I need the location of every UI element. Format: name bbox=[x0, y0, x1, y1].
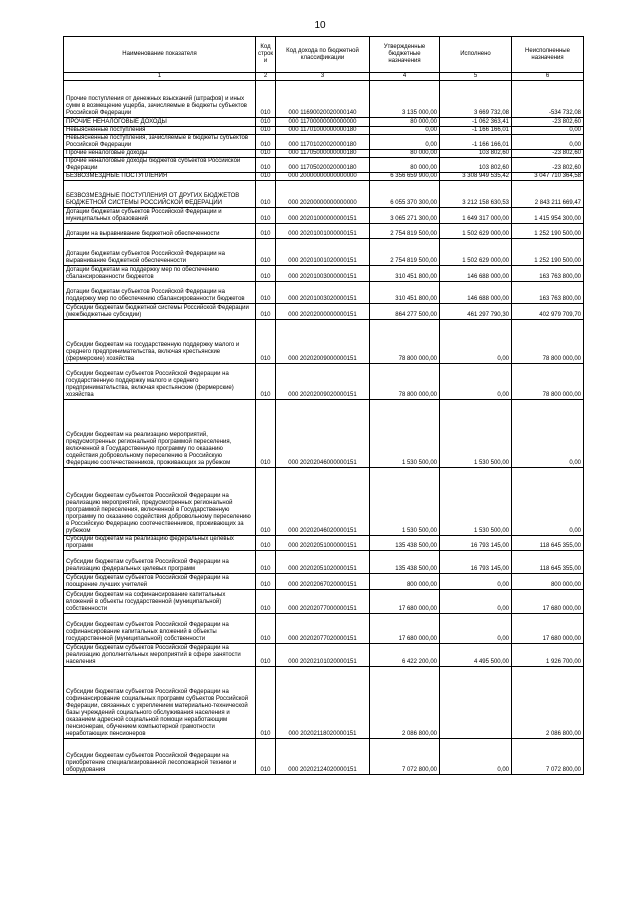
column-index: 5 bbox=[440, 73, 512, 81]
table-row bbox=[64, 150, 584, 158]
row-name: Субсидии бюджетам субъектов Российской Федерации на софинансирование капитальных вложений в объекты государственной (муниципальной) собственности bbox=[64, 614, 256, 644]
row-name: Невыясненные поступления, зачисляемые в бюджеты субъектов Российской Федерации bbox=[64, 135, 256, 150]
row-kbk: 000 11705020020000180 bbox=[276, 158, 370, 173]
row-approved: 864 277 500,00 bbox=[370, 304, 440, 320]
table-row bbox=[64, 135, 584, 150]
row-unexecuted: 1 252 190 500,00 bbox=[512, 239, 584, 266]
row-approved: 78 800 000,00 bbox=[370, 320, 440, 364]
row-unexecuted: 163 763 800,00 bbox=[512, 266, 584, 282]
row-name: Субсидии бюджетам на софинансирование капитальных вложений в объекты государственной (муниципальной) собственности bbox=[64, 590, 256, 614]
row-executed: -1 062 363,41 bbox=[440, 118, 512, 127]
table-header-row bbox=[64, 37, 584, 73]
row-executed: 0,00 bbox=[440, 320, 512, 364]
row-executed: 16 793 145,00 bbox=[440, 536, 512, 551]
row-unexecuted: 7 072 800,00 bbox=[512, 739, 584, 775]
row-approved: 80 000,00 bbox=[370, 150, 440, 158]
row-approved: 2 754 819 500,00 bbox=[370, 239, 440, 266]
row-executed: 0,00 bbox=[440, 614, 512, 644]
row-executed: 16 793 145,00 bbox=[440, 551, 512, 574]
column-index: 2 bbox=[256, 73, 276, 81]
table-row bbox=[64, 551, 584, 574]
row-name: Субсидии бюджетам субъектов Российской Федерации на государственную поддержку малого и среднего предпринимательства, включая крестьянские (фермерские) хозяйства bbox=[64, 364, 256, 400]
row-approved: 6 055 370 300,00 bbox=[370, 181, 440, 208]
row-unexecuted: -23 802,60 bbox=[512, 150, 584, 158]
row-name: БЕЗВОЗМЕЗДНЫЕ ПОСТУПЛЕНИЯ ОТ ДРУГИХ БЮДЖЕТОВ БЮДЖЕТНОЙ СИСТЕМЫ РОССИЙСКОЙ ФЕДЕРАЦИИ bbox=[64, 181, 256, 208]
row-executed: 1 502 629 000,00 bbox=[440, 239, 512, 266]
row-code: 010 bbox=[256, 468, 276, 536]
row-unexecuted: 2 843 211 669,47 bbox=[512, 181, 584, 208]
row-approved: 310 451 800,00 bbox=[370, 266, 440, 282]
table-row bbox=[64, 536, 584, 551]
row-unexecuted: 0,00 bbox=[512, 400, 584, 468]
row-code: 010 bbox=[256, 135, 276, 150]
row-name: Невыясненные поступления bbox=[64, 127, 256, 135]
row-kbk: 000 20202000000000151 bbox=[276, 304, 370, 320]
row-name: Прочие неналоговые доходы бюджетов субъектов Российской Федерации bbox=[64, 158, 256, 173]
row-approved: 17 680 000,00 bbox=[370, 590, 440, 614]
table-row bbox=[64, 739, 584, 775]
header-code: Код строк и bbox=[256, 37, 276, 73]
row-code: 010 bbox=[256, 400, 276, 468]
row-approved: 800 000,00 bbox=[370, 574, 440, 590]
row-approved: 6 422 200,00 bbox=[370, 644, 440, 667]
row-unexecuted: 0,00 bbox=[512, 468, 584, 536]
row-executed: 146 688 000,00 bbox=[440, 266, 512, 282]
column-index: 4 bbox=[370, 73, 440, 81]
table-row bbox=[64, 400, 584, 468]
row-unexecuted: -23 802,60 bbox=[512, 118, 584, 127]
row-code: 010 bbox=[256, 667, 276, 739]
row-kbk: 000 20201003000000151 bbox=[276, 266, 370, 282]
header-approved: Утвержденные бюджетные назначения bbox=[370, 37, 440, 73]
table-row bbox=[64, 667, 584, 739]
row-name: ПРОЧИЕ НЕНАЛОГОВЫЕ ДОХОДЫ bbox=[64, 118, 256, 127]
row-name: Субсидии бюджетам на реализацию мероприятий, предусмотренных региональной программой переселения, включенной в Государственную программу по оказанию содействия добровольному переселению в Российскую Федерацию соотечественников, проживающих за рубежом bbox=[64, 400, 256, 468]
row-executed: 103 802,60 bbox=[440, 150, 512, 158]
row-code: 010 bbox=[256, 150, 276, 158]
table-row bbox=[64, 158, 584, 173]
row-kbk: 000 20201001020000151 bbox=[276, 239, 370, 266]
row-executed: 3 212 158 630,53 bbox=[440, 181, 512, 208]
row-approved: 310 451 800,00 bbox=[370, 282, 440, 304]
row-approved: 78 800 000,00 bbox=[370, 364, 440, 400]
row-kbk: 000 20202124020000151 bbox=[276, 739, 370, 775]
row-approved: 1 530 500,00 bbox=[370, 400, 440, 468]
row-unexecuted: 1 415 954 300,00 bbox=[512, 208, 584, 224]
row-approved: 17 680 000,00 bbox=[370, 614, 440, 644]
row-name: Дотации бюджетам на поддержку мер по обеспечению сбалансированности бюджетов bbox=[64, 266, 256, 282]
table-row bbox=[64, 173, 584, 181]
table-row bbox=[64, 644, 584, 667]
row-executed: -1 166 166,01 bbox=[440, 127, 512, 135]
row-kbk: 000 20000000000000000 bbox=[276, 173, 370, 181]
row-kbk: 000 20202077000000151 bbox=[276, 590, 370, 614]
row-unexecuted: -23 802,60 bbox=[512, 158, 584, 173]
row-name: Дотации бюджетам субъектов Российской Федерации и муниципальных образований bbox=[64, 208, 256, 224]
row-name: Субсидии бюджетам субъектов Российской Федерации на реализацию федеральных целевых программ bbox=[64, 551, 256, 574]
row-kbk: 000 20201000000000151 bbox=[276, 208, 370, 224]
row-approved: 1 530 500,00 bbox=[370, 468, 440, 536]
row-kbk: 000 11700000000000000 bbox=[276, 118, 370, 127]
row-code: 010 bbox=[256, 181, 276, 208]
row-executed: 1 649 317 000,00 bbox=[440, 208, 512, 224]
row-executed: 1 530 500,00 bbox=[440, 400, 512, 468]
row-kbk: 000 20202046020000151 bbox=[276, 468, 370, 536]
row-executed: 0,00 bbox=[440, 574, 512, 590]
row-code: 010 bbox=[256, 614, 276, 644]
table-row bbox=[64, 127, 584, 135]
row-approved: 3 135 000,00 bbox=[370, 81, 440, 118]
row-unexecuted: 3 047 710 364,58 bbox=[512, 173, 584, 181]
row-kbk: 000 20202051000000151 bbox=[276, 536, 370, 551]
row-executed bbox=[440, 667, 512, 739]
row-name: БЕЗВОЗМЕЗДНЫЕ ПОСТУПЛЕНИЯ bbox=[64, 173, 256, 181]
row-code: 010 bbox=[256, 81, 276, 118]
row-kbk: 000 20202118020000151 bbox=[276, 667, 370, 739]
row-approved: 7 072 800,00 bbox=[370, 739, 440, 775]
row-kbk: 000 20201003020000151 bbox=[276, 282, 370, 304]
row-approved: 6 356 659 900,00 bbox=[370, 173, 440, 181]
row-name: Субсидии бюджетам на государственную поддержку малого и среднего предпринимательства, включая крестьянские (фермерские) хозяйства bbox=[64, 320, 256, 364]
row-unexecuted: 2 086 800,00 bbox=[512, 667, 584, 739]
row-code: 010 bbox=[256, 320, 276, 364]
row-name: Дотации бюджетам субъектов Российской Федерации на поддержку мер по обеспечению сбалансированности бюджетов bbox=[64, 282, 256, 304]
row-unexecuted: 402 979 709,70 bbox=[512, 304, 584, 320]
row-executed: 3 308 949 535,42 bbox=[440, 173, 512, 181]
row-name: Дотации бюджетам субъектов Российской Федерации на выравнивание бюджетной обеспеченности bbox=[64, 239, 256, 266]
row-code: 010 bbox=[256, 574, 276, 590]
table-row bbox=[64, 320, 584, 364]
row-unexecuted: 78 800 000,00 bbox=[512, 320, 584, 364]
row-kbk: 000 20202051020000151 bbox=[276, 551, 370, 574]
row-approved: 2 754 819 500,00 bbox=[370, 224, 440, 239]
table-row bbox=[64, 181, 584, 208]
row-code: 010 bbox=[256, 266, 276, 282]
row-approved: 135 438 500,00 bbox=[370, 551, 440, 574]
row-executed: 3 669 732,08 bbox=[440, 81, 512, 118]
row-unexecuted: 78 800 000,00 bbox=[512, 364, 584, 400]
row-approved: 80 000,00 bbox=[370, 118, 440, 127]
row-name: Субсидии бюджетам бюджетной системы Российской Федерации (межбюджетные субсидии) bbox=[64, 304, 256, 320]
table-row bbox=[64, 614, 584, 644]
row-kbk: 000 11690020020000140 bbox=[276, 81, 370, 118]
table-row bbox=[64, 239, 584, 266]
row-approved: 80 000,00 bbox=[370, 158, 440, 173]
row-approved: 3 065 271 300,00 bbox=[370, 208, 440, 224]
table-row bbox=[64, 468, 584, 536]
row-code: 010 bbox=[256, 118, 276, 127]
row-name: Субсидии бюджетам субъектов Российской Федерации на реализацию дополнительных мероприятий в сфере занятости населения bbox=[64, 644, 256, 667]
row-approved: 2 086 800,00 bbox=[370, 667, 440, 739]
row-unexecuted: 118 645 355,00 bbox=[512, 536, 584, 551]
table-row bbox=[64, 574, 584, 590]
table-row bbox=[64, 304, 584, 320]
row-executed: 103 802,60 bbox=[440, 158, 512, 173]
table-row bbox=[64, 208, 584, 224]
table-row bbox=[64, 266, 584, 282]
row-name: Субсидии бюджетам субъектов Российской Федерации на поощрение лучших учителей bbox=[64, 574, 256, 590]
row-unexecuted: 118 645 355,00 bbox=[512, 551, 584, 574]
row-code: 010 bbox=[256, 208, 276, 224]
row-kbk: 000 20201001000000151 bbox=[276, 224, 370, 239]
row-name: Прочие неналоговые доходы bbox=[64, 150, 256, 158]
row-executed: -1 166 166,01 bbox=[440, 135, 512, 150]
row-kbk: 000 20200000000000000 bbox=[276, 181, 370, 208]
row-kbk: 000 20202046000000151 bbox=[276, 400, 370, 468]
row-approved: 0,00 bbox=[370, 127, 440, 135]
row-executed: 1 530 500,00 bbox=[440, 468, 512, 536]
row-kbk: 000 20202077020000151 bbox=[276, 614, 370, 644]
row-executed: 0,00 bbox=[440, 364, 512, 400]
row-executed: 0,00 bbox=[440, 739, 512, 775]
row-unexecuted: 1 252 190 500,00 bbox=[512, 224, 584, 239]
row-code: 010 bbox=[256, 739, 276, 775]
row-kbk: 000 11701020020000180 bbox=[276, 135, 370, 150]
table-row bbox=[64, 81, 584, 118]
row-code: 010 bbox=[256, 590, 276, 614]
row-code: 010 bbox=[256, 158, 276, 173]
row-name: Субсидии бюджетам субъектов Российской Федерации на приобретение специализированной лесопожарной техники и оборудования bbox=[64, 739, 256, 775]
row-executed: 461 297 790,30 bbox=[440, 304, 512, 320]
row-kbk: 000 20202009000000151 bbox=[276, 320, 370, 364]
row-name: Субсидии бюджетам субъектов Российской Федерации на софинансирование социальных программ субъектов Российской Федерации, связанных с укреплением материально-технической базы учреждений социального обслуживания населения и оказанием адресной социальной помощи неработающим пенсионерам, обучением компьютерной грамотности неработающих пенсионеров bbox=[64, 667, 256, 739]
header-executed: Исполнено bbox=[440, 37, 512, 73]
row-unexecuted: 163 763 800,00 bbox=[512, 282, 584, 304]
row-unexecuted: 17 680 000,00 bbox=[512, 590, 584, 614]
row-unexecuted: 0,00 bbox=[512, 127, 584, 135]
table-row bbox=[64, 364, 584, 400]
row-unexecuted: -534 732,08 bbox=[512, 81, 584, 118]
row-code: 010 bbox=[256, 364, 276, 400]
row-kbk: 000 11705000000000180 bbox=[276, 150, 370, 158]
table-row bbox=[64, 590, 584, 614]
row-code: 010 bbox=[256, 551, 276, 574]
row-kbk: 000 20202101020000151 bbox=[276, 644, 370, 667]
row-kbk: 000 11701000000000180 bbox=[276, 127, 370, 135]
row-executed: 146 688 000,00 bbox=[440, 282, 512, 304]
page-number: 10 bbox=[314, 20, 326, 31]
row-code: 010 bbox=[256, 127, 276, 135]
header-name: Наименование показателя bbox=[64, 37, 256, 73]
table-row bbox=[64, 118, 584, 127]
row-code: 010 bbox=[256, 536, 276, 551]
row-name: Субсидии бюджетам субъектов Российской Федерации на реализацию мероприятий, предусмотренных региональной программой переселения, включенной в Государственную программу по оказанию содействия добровольному переселению в Российскую Федерацию соотечественников, проживающих за рубежом bbox=[64, 468, 256, 536]
row-unexecuted: 1 926 700,00 bbox=[512, 644, 584, 667]
column-index: 6 bbox=[512, 73, 584, 81]
row-executed: 4 495 500,00 bbox=[440, 644, 512, 667]
row-kbk: 000 20202067020000151 bbox=[276, 574, 370, 590]
row-name: Прочие поступления от денежных взысканий (штрафов) и иных сумм в возмещение ущерба, зачисляемые в бюджеты субъектов Российской Федерации bbox=[64, 81, 256, 118]
row-unexecuted: 800 000,00 bbox=[512, 574, 584, 590]
row-code: 010 bbox=[256, 304, 276, 320]
table-row bbox=[64, 224, 584, 239]
row-code: 010 bbox=[256, 282, 276, 304]
row-unexecuted: 0,00 bbox=[512, 135, 584, 150]
row-unexecuted: 17 680 000,00 bbox=[512, 614, 584, 644]
row-kbk: 000 20202009020000151 bbox=[276, 364, 370, 400]
row-code: 010 bbox=[256, 173, 276, 181]
row-code: 010 bbox=[256, 224, 276, 239]
row-code: 010 bbox=[256, 644, 276, 667]
row-name: Дотации на выравнивание бюджетной обеспеченности bbox=[64, 224, 256, 239]
row-approved: 0,00 bbox=[370, 135, 440, 150]
header-kbk: Код дохода по бюджетной классификации bbox=[276, 37, 370, 73]
column-index-row bbox=[64, 73, 584, 81]
table-row bbox=[64, 282, 584, 304]
column-index: 3 bbox=[276, 73, 370, 81]
row-approved: 135 438 500,00 bbox=[370, 536, 440, 551]
header-unexecuted: Неисполненные назначения bbox=[512, 37, 584, 73]
row-executed: 1 502 629 000,00 bbox=[440, 224, 512, 239]
row-name: Субсидии бюджетам на реализацию федеральных целевых программ bbox=[64, 536, 256, 551]
table-body bbox=[64, 81, 584, 775]
column-index: 1 bbox=[64, 73, 256, 81]
row-executed: 0,00 bbox=[440, 590, 512, 614]
row-code: 010 bbox=[256, 239, 276, 266]
revenue-table bbox=[63, 36, 584, 775]
